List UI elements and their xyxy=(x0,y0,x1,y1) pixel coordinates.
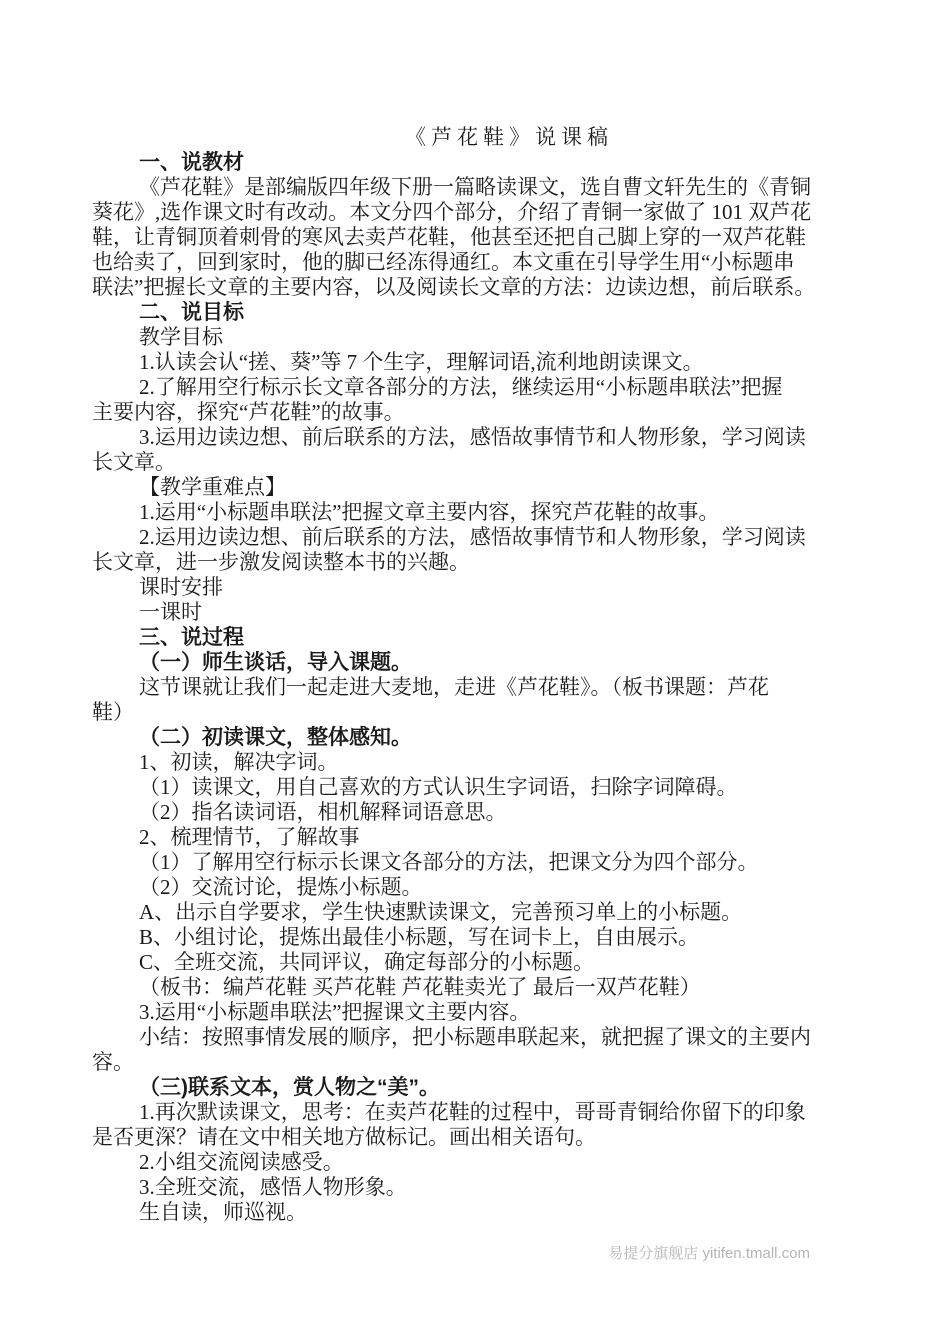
text-line: 主要内容，探究“芦花鞋”的故事。 xyxy=(92,400,405,424)
text-line: 2.小组交流阅读感受。 xyxy=(139,1150,344,1174)
text-line: 2、梳理情节，了解故事 xyxy=(139,825,360,849)
text-line: 联法”把握长文章的主要内容，以及阅读长文章的方法：边读边想，前后联系。 xyxy=(92,275,816,299)
text-line: 2.了解用空行标示长文章各部分的方法，继续运用“小标题串联法”把握 xyxy=(139,375,783,399)
document-title: 《芦花鞋》说课稿 xyxy=(405,125,613,149)
section-heading: （二）初读课文，整体感知。 xyxy=(139,726,412,749)
text-line: 生自读，师巡视。 xyxy=(139,1200,307,1224)
section-heading: （一）师生谈话，导入课题。 xyxy=(139,651,412,674)
text-line: 3.运用边读边想、前后联系的方法，感悟故事情节和人物形象，学习阅读 xyxy=(139,425,806,449)
section-heading: 二、说目标 xyxy=(139,301,244,324)
text-line: 【教学重难点】 xyxy=(139,475,286,499)
section-heading: 三、说过程 xyxy=(139,626,244,649)
text-line: 3.运用“小标题串联法”把握课文主要内容。 xyxy=(139,1000,531,1024)
text-line: 小结：按照事情发展的顺序，把小标题串联起来，就把握了课文的主要内 xyxy=(139,1025,811,1049)
text-line: 课时安排 xyxy=(139,575,223,599)
text-line: 也给卖了，回到家时，他的脚已经冻得通红。本文重在引导学生用“小标题串 xyxy=(92,250,795,274)
text-line: 1、初读，解决字词。 xyxy=(139,750,339,774)
text-line: 《芦花鞋》是部编版四年级下册一篇略读课文，选自曹文轩先生的《青铜 xyxy=(139,175,811,199)
text-line: 1.再次默读课文，思考：在卖芦花鞋的过程中，哥哥青铜给你留下的印象 xyxy=(139,1100,806,1124)
text-line: 长文章。 xyxy=(92,450,176,474)
section-heading: （三)联系文本，赏人物之“美”。 xyxy=(139,1076,440,1099)
text-line: 这节课就让我们一起走进大麦地，走进《芦花鞋》。（板书课题：芦花 xyxy=(139,675,769,699)
text-line: 3.全班交流，感悟人物形象。 xyxy=(139,1175,407,1199)
text-line: 1.认读会认“搓、葵”等 7 个生字，理解词语,流利地朗读课文。 xyxy=(139,350,704,374)
text-line: 葵花》,选作课文时有改动。本文分四个部分，介绍了青铜一家做了 101 双芦花 xyxy=(92,200,812,224)
document-body xyxy=(92,125,816,1225)
text-line: （1）了解用空行标示长课文各部分的方法，把课文分为四个部分。 xyxy=(139,850,759,874)
text-line: 是否更深？请在文中相关地方做标记。画出相关语句。 xyxy=(92,1125,596,1149)
text-line: （1）读课文，用自己喜欢的方式认识生字词语，扫除字词障碍。 xyxy=(139,775,738,799)
text-line: （2）交流讨论，提炼小标题。 xyxy=(139,875,423,899)
text-line: 长文章，进一步激发阅读整本书的兴趣。 xyxy=(92,550,470,574)
text-line: 1.运用“小标题串联法”把握文章主要内容，探究芦花鞋的故事。 xyxy=(139,500,720,524)
section-heading: 一、说教材 xyxy=(139,151,244,174)
text-line: 2.运用边读边想、前后联系的方法，感悟故事情节和人物形象，学习阅读 xyxy=(139,525,806,549)
text-line: A、出示自学要求，学生快速默读课文，完善预习单上的小标题。 xyxy=(139,900,743,924)
text-line: 一课时 xyxy=(139,600,202,624)
text-line: 鞋） xyxy=(92,700,134,724)
text-line: C、全班交流，共同评议，确定每部分的小标题。 xyxy=(139,950,595,974)
text-line: B、小组讨论，提炼出最佳小标题，写在词卡上，自由展示。 xyxy=(139,925,700,949)
text-line: （板书：编芦花鞋 买芦花鞋 芦花鞋卖光了 最后一双芦花鞋） xyxy=(139,975,701,999)
text-line: 教学目标 xyxy=(139,325,223,349)
watermark-text: 易提分旗舰店 yitifen.tmall.com xyxy=(608,1245,810,1262)
text-line: 鞋，让青铜顶着刺骨的寒风去卖芦花鞋，他甚至还把自己脚上穿的一双芦花鞋 xyxy=(92,225,806,249)
text-line: （2）指名读词语，相机解释词语意思。 xyxy=(139,800,507,824)
text-line: 容。 xyxy=(92,1050,134,1074)
